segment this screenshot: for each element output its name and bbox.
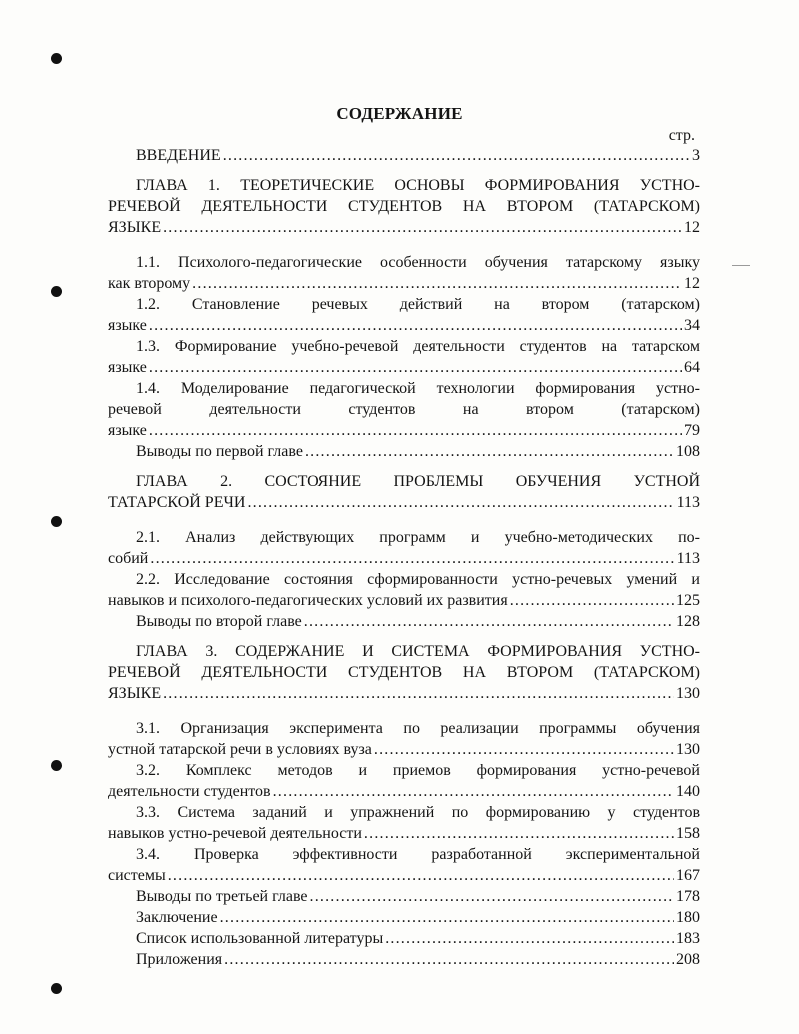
- dot-leader: [224, 949, 674, 970]
- toc-entry-text: ВВЕДЕНИЕ: [136, 147, 221, 164]
- toc-entry-text: РЕЧЕВОЙ ДЕЯТЕЛЬНОСТИ СТУДЕНТОВ НА ВТОРОМ (ТАТАРСКОМ): [108, 198, 700, 215]
- page-title: СОДЕРЖАНИЕ: [336, 104, 463, 123]
- toc-entry-text: системы: [108, 867, 166, 884]
- toc-page-number: 108: [676, 443, 700, 460]
- toc-entry-text: 1.1. Психолого-педагогические особенности обучения татарскому языку: [136, 254, 700, 271]
- toc-entry-text: 1.4. Моделирование педагогической технологии формирования устно-: [136, 380, 700, 397]
- toc-page-number: 178: [676, 888, 700, 905]
- toc-entry-text: Заключение: [136, 909, 218, 926]
- toc-page-number: 130: [676, 741, 700, 758]
- dot-leader: [304, 611, 674, 632]
- toc-entry-text: навыков устно-речевой деятельности: [108, 825, 362, 842]
- dot-leader: [374, 739, 674, 760]
- toc-entry-text: ТАТАРСКОЙ РЕЧИ: [108, 494, 246, 511]
- toc-page-number: 130: [676, 685, 700, 702]
- toc-entry-text: ЯЗЫКЕ: [108, 219, 162, 236]
- toc-page-number: 3: [692, 147, 700, 164]
- scan-margin-mark: [732, 265, 750, 266]
- dot-leader: [149, 315, 682, 336]
- dot-leader: [510, 590, 674, 611]
- toc-section-1-1: [108, 252, 700, 294]
- toc-conclusions-chapter-1: [108, 441, 700, 462]
- toc-entry-literature: [108, 928, 700, 949]
- toc-entry-text: собий: [108, 550, 149, 567]
- dot-leader: [163, 217, 682, 238]
- dot-leader: [385, 928, 674, 949]
- punch-hole-mark: [51, 983, 62, 994]
- toc-entry-text: языке: [108, 422, 147, 439]
- dot-leader: [150, 548, 674, 569]
- toc-entry-text: Список использованной литературы: [136, 930, 384, 947]
- toc-entry-text: языке: [108, 317, 147, 334]
- toc-entry-text: как второму: [108, 275, 191, 292]
- dot-leader: [220, 907, 674, 928]
- toc-section-3-4: [108, 844, 700, 886]
- toc-entry-text: ГЛАВА 2. СОСТОЯНИЕ ПРОБЛЕМЫ ОБУЧЕНИЯ УСТНОЙ: [136, 473, 700, 490]
- toc-entry-text: Приложения: [136, 951, 223, 968]
- toc-entry-text: Выводы по первой главе: [136, 443, 303, 460]
- toc-entry-text: 2.2. Исследование состояния сформированности устно-речевых умений и: [136, 571, 700, 588]
- dot-leader: [149, 357, 682, 378]
- toc-page-number: 12: [684, 219, 700, 236]
- toc-entry-text: Выводы по третьей главе: [136, 888, 308, 905]
- toc-page-number: 64: [684, 359, 700, 376]
- toc-entry-text: языке: [108, 359, 147, 376]
- dot-leader: [223, 145, 690, 166]
- toc-chapter-1: [108, 175, 700, 238]
- toc-entry-text: 1.3. Формирование учебно-речевой деятельности студентов на татарском: [136, 338, 700, 355]
- punch-hole-mark: [51, 53, 62, 64]
- toc-entry-appendix: [108, 949, 700, 970]
- toc-entry-text: 2.1. Анализ действующих программ и учебно-методических по-: [136, 529, 700, 546]
- toc-conclusions-chapter-3: [108, 886, 700, 907]
- table-of-contents: [108, 145, 700, 970]
- dot-leader: [149, 420, 682, 441]
- toc-entry-text: 3.1. Организация эксперимента по реализации программы обучения: [136, 720, 700, 737]
- toc-entry-text: ГЛАВА 3. СОДЕРЖАНИЕ И СИСТЕМА ФОРМИРОВАНИЯ УСТНО-: [136, 643, 700, 660]
- toc-entry-text: деятельности студентов: [108, 783, 271, 800]
- dot-leader: [364, 823, 674, 844]
- punch-hole-mark: [51, 286, 62, 297]
- toc-section-2-2: [108, 569, 700, 611]
- toc-conclusions-chapter-2: [108, 611, 700, 632]
- toc-page-number: 125: [676, 592, 700, 609]
- toc-section-3-3: [108, 802, 700, 844]
- toc-page-number: 183: [676, 930, 700, 947]
- toc-entry-text: ЯЗЫКЕ: [108, 685, 162, 702]
- toc-entry-text: речевой деятельности студентов на втором (татарском): [108, 401, 700, 418]
- toc-page-number: 34: [684, 317, 700, 334]
- toc-entry-text: Выводы по второй главе: [136, 613, 302, 630]
- toc-entry-text: 3.3. Система заданий и упражнений по формированию у студентов: [136, 804, 700, 821]
- toc-chapter-2: [108, 471, 700, 513]
- dot-leader: [192, 273, 682, 294]
- toc-entry-text: устной татарской речи в условиях вуза: [108, 741, 372, 758]
- toc-page-number: 180: [676, 909, 700, 926]
- toc-page-number: 140: [676, 783, 700, 800]
- toc-entry-text: навыков и психолого-педагогических условий их развития: [108, 592, 508, 609]
- dot-leader: [273, 781, 674, 802]
- punch-hole-mark: [51, 516, 62, 527]
- punch-hole-mark: [51, 760, 62, 771]
- dot-leader: [305, 441, 674, 462]
- toc-entry-intro: [108, 145, 700, 166]
- toc-entry-text: РЕЧЕВОЙ ДЕЯТЕЛЬНОСТИ СТУДЕНТОВ НА ВТОРОМ (ТАТАРСКОМ): [108, 664, 700, 681]
- toc-page-number: 79: [684, 422, 700, 439]
- toc-section-1-4: [108, 378, 700, 441]
- toc-section-1-3: [108, 336, 700, 378]
- toc-entry-conclusion: [108, 907, 700, 928]
- toc-page-number: 208: [676, 951, 700, 968]
- page-column-header: стр.: [668, 127, 695, 144]
- dot-leader: [310, 886, 675, 907]
- toc-section-3-2: [108, 760, 700, 802]
- toc-page-number: 158: [676, 825, 700, 842]
- toc-entry-text: 3.2. Комплекс методов и приемов формирования устно-речевой: [136, 762, 700, 779]
- toc-page-number: 167: [676, 867, 700, 884]
- toc-page-number: 113: [676, 550, 700, 567]
- dot-leader: [247, 492, 674, 513]
- toc-section-1-2: [108, 294, 700, 336]
- toc-section-3-1: [108, 718, 700, 760]
- toc-entry-text: ГЛАВА 1. ТЕОРЕТИЧЕСКИЕ ОСНОВЫ ФОРМИРОВАНИЯ УСТНО-: [136, 177, 700, 194]
- dot-leader: [168, 865, 674, 886]
- toc-chapter-3: [108, 641, 700, 704]
- dot-leader: [163, 683, 674, 704]
- toc-section-2-1: [108, 527, 700, 569]
- toc-page-number: 113: [676, 494, 700, 511]
- toc-page-number: 12: [684, 275, 700, 292]
- toc-entry-text: 3.4. Проверка эффективности разработанной экспериментальной: [136, 846, 700, 863]
- toc-page-number: 128: [676, 613, 700, 630]
- toc-entry-text: 1.2. Становление речевых действий на втором (татарском): [136, 296, 700, 313]
